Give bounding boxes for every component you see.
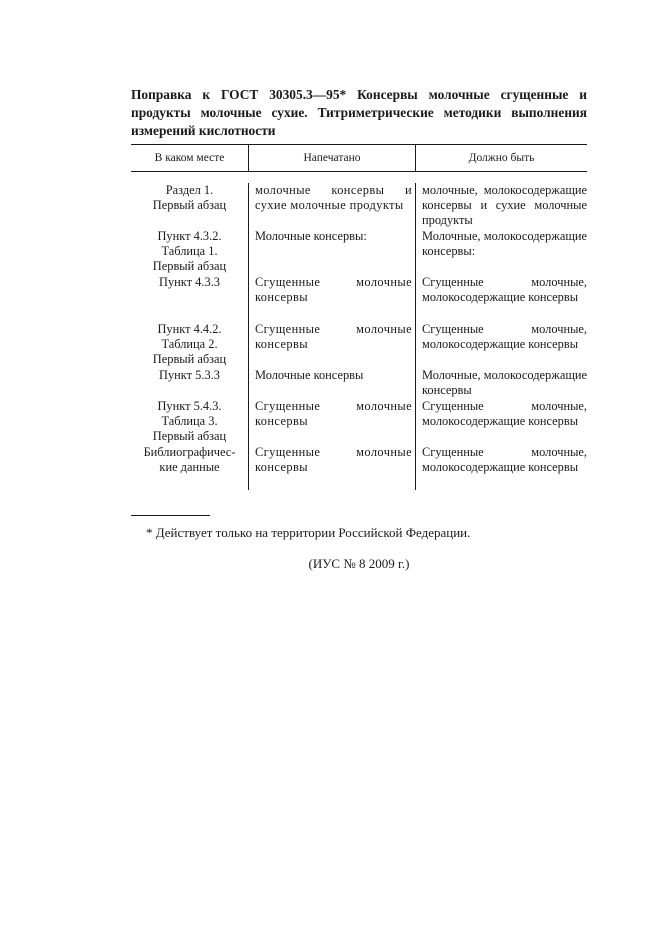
source-reference: (ИУС № 8 2009 г.) bbox=[308, 556, 410, 571]
place-line: Библиографичес- bbox=[143, 445, 236, 459]
printed-cell: Сгущенные молочные консервы bbox=[255, 275, 412, 305]
printed-cell: молочные консервы и сухие молочные продукты bbox=[255, 183, 412, 213]
should-be-cell: Молочные, молокосодержащие консервы: bbox=[422, 229, 587, 259]
place-line: Пункт 4.3.3 bbox=[159, 275, 220, 289]
printed-cell: Молочные консервы bbox=[255, 368, 364, 382]
should-be-cell: Сгущенные молочные, молокосодержащие консервы bbox=[422, 399, 587, 429]
place-line: Раздел 1. bbox=[165, 183, 214, 197]
footnote-divider bbox=[131, 515, 210, 516]
place-line: Таблица 1. bbox=[161, 244, 218, 259]
document-title: Поправка к ГОСТ 30305.3—95* Консервы молочные сгущенные и продукты молочные сухие. Титриметрические методики выполнения измерений кислотности bbox=[131, 87, 587, 138]
place-line: Пункт 4.3.2. bbox=[157, 229, 222, 243]
place-line: Первый абзац bbox=[152, 198, 227, 213]
should-be-cell: Сгущенные молочные, молокосодержащие консервы bbox=[422, 322, 587, 352]
corrections-table bbox=[131, 144, 587, 500]
should-be-cell: молочные, молокосодержащие консервы и сухие молочные продукты bbox=[422, 183, 587, 228]
place-line: Таблица 3. bbox=[161, 414, 218, 429]
header-should-be: Должно быть bbox=[415, 145, 587, 171]
printed-cell: Молочные консервы: bbox=[255, 229, 367, 243]
printed-cell: Сгущенные молочные консервы bbox=[255, 445, 412, 475]
should-be-cell: Молочные, молокосодержащие консервы bbox=[422, 368, 587, 398]
place-line: кие данные bbox=[159, 460, 220, 475]
place-line: Пункт 4.4.2. bbox=[157, 322, 222, 336]
place-line: Пункт 5.4.3. bbox=[157, 399, 222, 413]
table-row bbox=[131, 183, 248, 229]
place-line: Таблица 2. bbox=[161, 337, 218, 352]
table-row bbox=[131, 445, 248, 490]
table-body bbox=[131, 172, 587, 500]
column-printed bbox=[248, 183, 415, 490]
footnote: * Действует только на территории Российской Федерации. bbox=[146, 525, 471, 540]
place-line: Пункт 5.3.3 bbox=[159, 368, 220, 382]
place-line: Первый абзац bbox=[152, 259, 227, 274]
header-printed: Напечатано bbox=[248, 145, 415, 171]
table-row bbox=[131, 322, 248, 368]
place-line: Первый абзац bbox=[152, 352, 227, 367]
table-row bbox=[131, 275, 248, 322]
table-row bbox=[131, 399, 248, 445]
printed-cell: Сгущенные молочные консервы bbox=[255, 399, 412, 429]
should-be-cell: Сгущенные молочные, молокосодержащие консервы bbox=[422, 275, 587, 305]
column-should-be bbox=[415, 183, 587, 490]
header-place: В каком месте bbox=[154, 152, 225, 164]
table-row bbox=[131, 229, 248, 275]
place-line: Первый абзац bbox=[152, 429, 227, 444]
printed-cell: Сгущенные молочные консервы bbox=[255, 322, 412, 352]
should-be-cell: Сгущенные молочные, молокосодержащие консервы bbox=[422, 445, 587, 475]
table-row bbox=[131, 368, 248, 399]
column-place bbox=[131, 183, 248, 490]
table-header bbox=[131, 145, 587, 172]
